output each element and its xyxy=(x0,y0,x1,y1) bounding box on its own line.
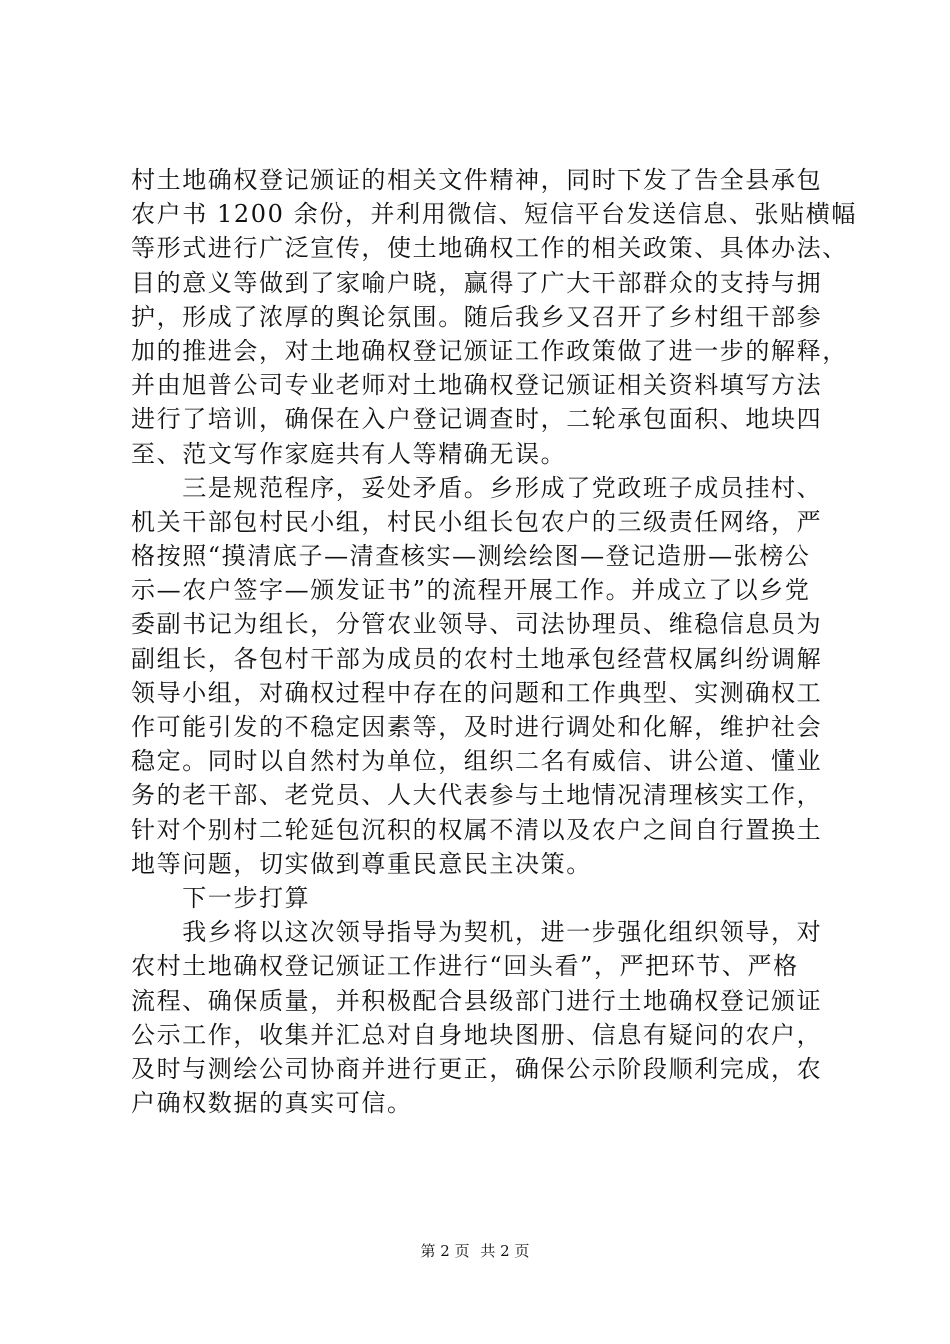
text-line: 流程、确保质量，并积极配合县级部门进行土地确权登记颁证 xyxy=(131,986,823,1015)
page-footer xyxy=(0,1241,950,1261)
text-line: 作可能引发的不稳定因素等，及时进行调处和化解，维护社会 xyxy=(131,713,823,741)
text-line: 进行了培训，确保在入户登记调查时，二轮承包面积、地块四 xyxy=(131,405,823,434)
text-line: 农村土地确权登记颁证工作进行“回头看”，严把环节、严格 xyxy=(131,952,799,981)
text-line: 示—农户签字—颁发证书”的流程开展工作。并成立了以乡党 xyxy=(131,576,811,605)
text-line: 副组长，各包村干部为成员的农村土地承包经营权属纠纷调解 xyxy=(131,644,823,673)
text-line: 三是规范程序，妥处矛盾。乡形成了党政班子成员挂村、 xyxy=(131,473,823,502)
text-line: 公示工作，收集并汇总对自身地块图册、信息有疑问的农户， xyxy=(131,1020,823,1049)
text-line: 机关干部包村民小组，村民小组长包农户的三级责任网络，严 xyxy=(131,507,823,536)
text-line: 目的意义等做到了家喻户晓，赢得了广大干部群众的支持与拥 xyxy=(131,268,823,297)
text-line: 及时与测绘公司协商并进行更正，确保公示阶段顺利完成，农 xyxy=(131,1054,823,1083)
document-body xyxy=(131,163,857,1120)
text-line: 委副书记为组长，分管农业领导、司法协理员、维稳信息员为 xyxy=(131,610,823,639)
text-line: 加的推进会，对土地确权登记颁证工作政策做了进一步的解释， xyxy=(131,336,848,365)
text-line: 农户书 1200 余份，并利用微信、短信平台发送信息、张贴横幅 xyxy=(131,200,857,229)
text-line: 格按照“摸清底子—清查核实—测绘绘图—登记造册—张榜公 xyxy=(131,542,811,571)
text-line: 护，形成了浓厚的舆论氛围。随后我乡又召开了乡村组干部参 xyxy=(131,302,823,331)
text-line: 至、范文写作家庭共有人等精确无误。 xyxy=(131,439,567,468)
text-line: 领导小组，对确权过程中存在的问题和工作典型、实测确权工 xyxy=(131,678,823,707)
text-line: 村土地确权登记颁证的相关文件精神，同时下发了告全县承包 xyxy=(131,166,823,194)
page-number: 第 2 页 xyxy=(420,1242,470,1260)
section-heading: 下一步打算 xyxy=(131,883,311,912)
text-line: 务的老干部、老党员、人大代表参与土地情况清理核实工作， xyxy=(131,781,823,810)
text-line: 我乡将以这次领导指导为契机，进一步强化组织领导，对 xyxy=(131,918,823,947)
text-line: 户确权数据的真实可信。 xyxy=(131,1089,413,1118)
text-line: 等形式进行广泛宣传，使土地确权工作的相关政策、具体办法、 xyxy=(131,234,848,263)
page-total: 共 2 页 xyxy=(480,1242,530,1260)
text-line: 针对个别村二轮延包沉积的权属不清以及农户之间自行置换土 xyxy=(131,815,823,844)
text-line: 稳定。同时以自然村为单位，组织二名有威信、讲公道、懂业 xyxy=(131,747,823,776)
text-line: 地等问题，切实做到尊重民意民主决策。 xyxy=(131,849,592,878)
text-line: 并由旭普公司专业老师对土地确权登记颁证相关资料填写方法 xyxy=(131,371,823,400)
